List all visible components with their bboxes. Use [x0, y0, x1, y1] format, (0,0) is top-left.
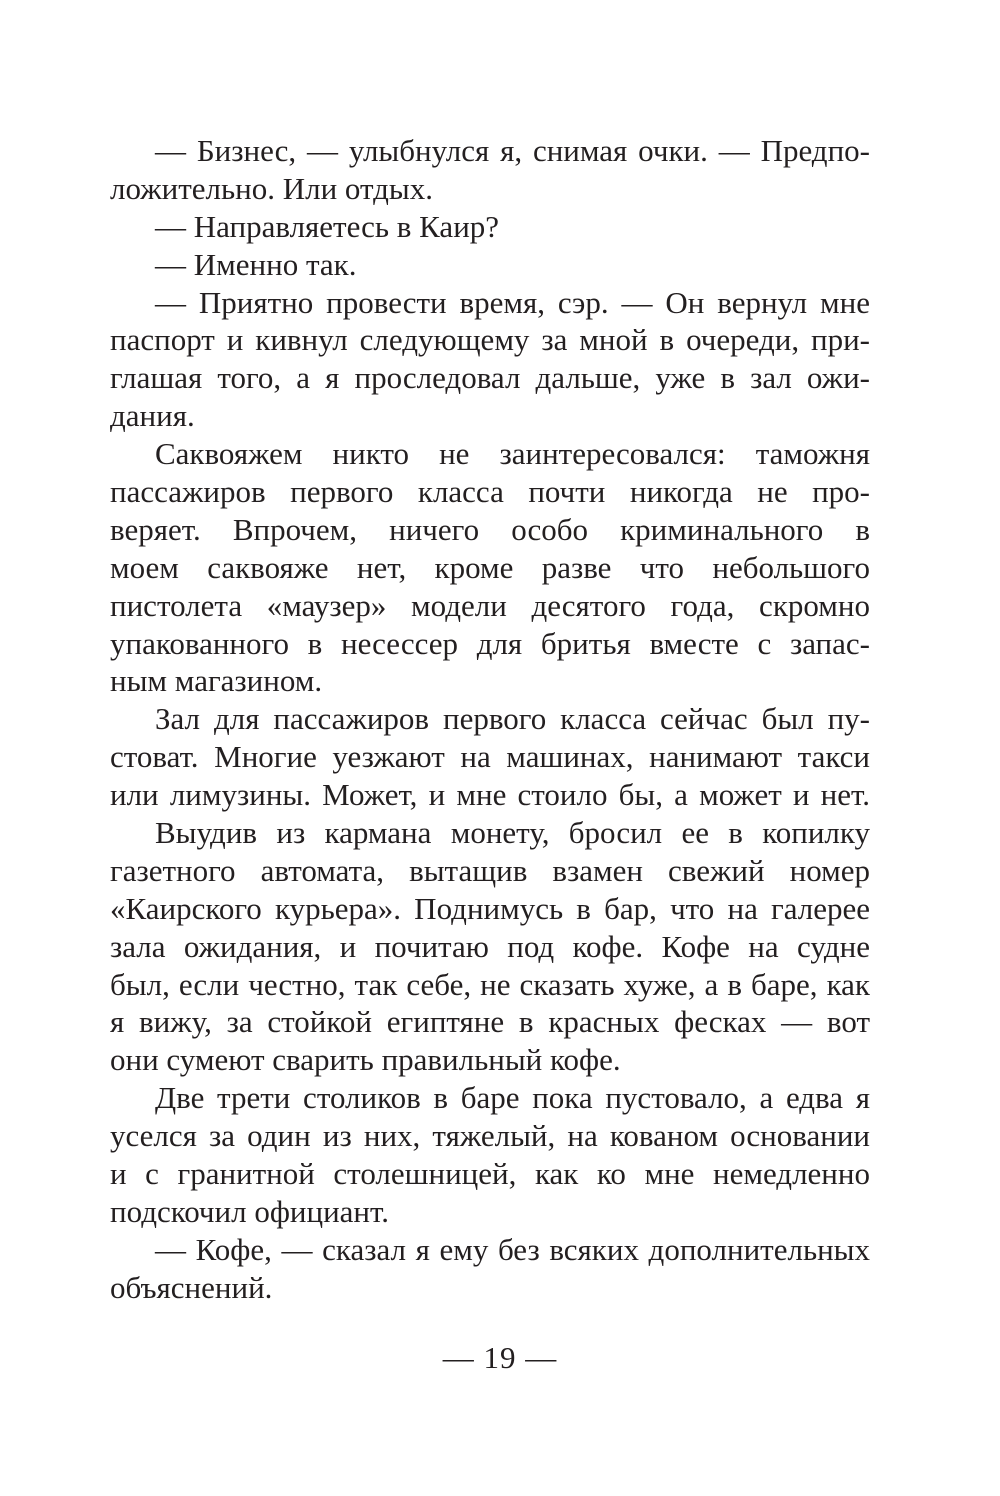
- text-line: веряет. Впрочем, ничего особо криминального в: [110, 511, 870, 547]
- text-line: ложительно. Или отдых.: [110, 170, 433, 206]
- text-line: пистолета «маузер» модели десятого года, скромно: [110, 587, 870, 623]
- text-line: — Направляетесь в Каир?: [155, 208, 500, 244]
- text-line: — Бизнес, — улыбнулся я, снимая очки. — Предпо-: [155, 133, 870, 168]
- text-line: — Приятно провести время, сэр. — Он вернул мне: [155, 284, 870, 320]
- text-line: или лимузины. Может, и мне стоило бы, а может и нет.: [110, 777, 870, 813]
- text-line: глашая того, а я проследовал дальше, уже в зал ожи-: [110, 360, 870, 396]
- text-line: Две трети столиков в баре пока пустовало, а едва я: [155, 1080, 870, 1116]
- text-line: я вижу, за стойкой египтяне в красных фесках — вот: [110, 1004, 870, 1040]
- text-line: моем саквояже нет, кроме разве что небольшого: [110, 549, 870, 585]
- text-line: зала ожидания, и почитаю под кофе. Кофе на судне: [110, 928, 870, 964]
- text-line: они сумеют сварить правильный кофе.: [110, 1042, 621, 1078]
- text-line: «Каирского курьера». Поднимусь в бар, что на галерее: [110, 890, 870, 926]
- text-line: дания.: [110, 398, 195, 434]
- text-line: газетного автомата, вытащив взамен свежий номер: [110, 852, 870, 888]
- text-line: упакованного в несессер для бритья вместе с запас-: [110, 625, 870, 661]
- body-text: [110, 132, 870, 1307]
- text-line: стоват. Многие уезжают на машинах, нанимают такси: [110, 739, 870, 775]
- text-line: Зал для пассажиров первого класса сейчас был пу-: [155, 701, 870, 737]
- text-line: и с гранитной столешницей, как ко мне немедленно: [110, 1156, 870, 1192]
- text-line: Выудив из кармана монету, бросил ее в копилку: [155, 815, 870, 851]
- text-line: ным магазином.: [110, 663, 323, 699]
- text-line: уселся за один из них, тяжелый, на кованом основании: [110, 1118, 870, 1154]
- text-line: — Кофе, — сказал я ему без всяких дополнительных: [155, 1231, 870, 1267]
- text-line: Саквояжем никто не заинтересовался: таможня: [155, 436, 870, 472]
- text-line: пассажиров первого класса почти никогда не про-: [110, 474, 870, 510]
- text-line: — Именно так.: [155, 246, 357, 282]
- text-line: объяснений.: [110, 1269, 273, 1305]
- text-line: паспорт и кивнул следующему за мной в очереди, при-: [110, 322, 870, 358]
- page-number: — 19 —: [442, 1340, 558, 1375]
- text-line: подскочил официант.: [110, 1193, 389, 1229]
- text-line: был, если честно, так себе, не сказать хуже, а в баре, как: [110, 966, 870, 1002]
